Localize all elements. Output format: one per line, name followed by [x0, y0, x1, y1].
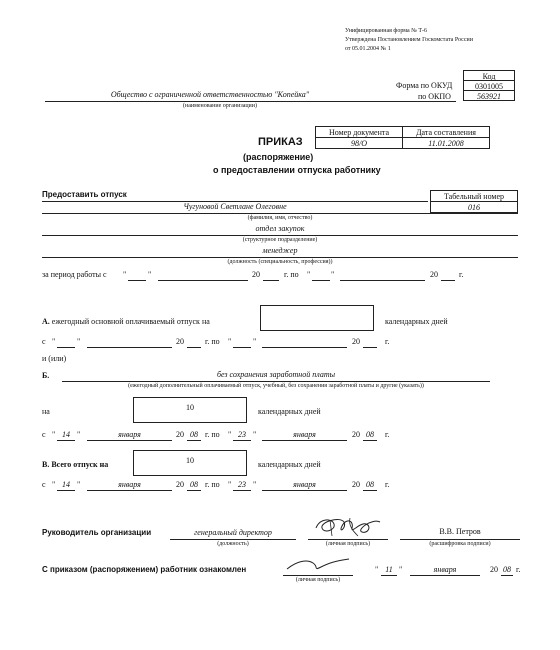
- section-v-y20a: 20: [176, 480, 184, 489]
- ack-quote-1: ": [375, 565, 379, 574]
- section-b-caption: (ежегодный дополнительный оплачиваемый отпуск, учебный, без сохранения заработной платы и другие (указать)): [128, 383, 424, 389]
- position-value: менеджер: [262, 246, 298, 255]
- page-subject: о предоставлении отпуска работнику: [213, 165, 381, 175]
- section-b-quote-2: ": [77, 430, 81, 439]
- department-caption: (структурное подразделение): [242, 237, 318, 243]
- section-b-on: на: [42, 407, 50, 416]
- work-period-y2: 20: [430, 270, 438, 279]
- work-period-y1: 20: [252, 270, 260, 279]
- organization-caption: (наименование организации): [183, 103, 257, 109]
- section-v-from: с: [42, 480, 46, 489]
- position-line: [42, 257, 518, 258]
- ack-month: января: [433, 565, 457, 574]
- work-period-month2-line: [340, 280, 425, 281]
- work-period-day2-line: [312, 280, 330, 281]
- section-a-year1-line: [187, 347, 201, 348]
- section-b-from: с: [42, 430, 46, 439]
- head-position-line: [170, 539, 296, 540]
- ack-y20: 20: [490, 565, 498, 574]
- doc-number-header: Номер документа: [315, 126, 403, 138]
- ack-day-line: [381, 575, 397, 576]
- head-name-value: В.В. Петров: [439, 527, 481, 536]
- section-v-month2: января: [293, 480, 316, 489]
- work-period-g: г.: [459, 270, 464, 279]
- unified-form-label: Унифицированная форма № Т-6: [345, 28, 428, 34]
- ack-signature-image: [283, 555, 353, 575]
- position-caption: (должность (специальность, профессия)): [227, 259, 333, 265]
- section-b-month1-line: [87, 440, 172, 441]
- ack-signature-caption: (личная подпись): [295, 577, 341, 583]
- section-v-day1-line: [57, 490, 75, 491]
- section-v-quote-1: ": [52, 480, 56, 489]
- grant-label: Предоставить отпуск: [42, 190, 127, 199]
- section-v-year1-line: [187, 490, 201, 491]
- section-b-day2-line: [233, 440, 251, 441]
- section-a-quote-3: ": [228, 337, 232, 346]
- ack-label: С приказом (распоряжением) работник ознакомлен: [42, 565, 247, 574]
- work-period-day1-line: [128, 280, 146, 281]
- doc-date-header: Дата составления: [402, 126, 490, 138]
- section-a-days-label: календарных дней: [385, 317, 448, 326]
- section-b-line: [62, 381, 490, 382]
- section-v-month2-line: [262, 490, 347, 491]
- section-a-y1: 20: [176, 337, 184, 346]
- section-b-day1: 14: [62, 430, 70, 439]
- section-b-year2-line: [363, 440, 377, 441]
- doc-date-value: 11.01.2008: [402, 137, 490, 149]
- ack-year-line: [501, 575, 513, 576]
- section-a-month1-line: [87, 347, 172, 348]
- section-a-quote-2: ": [77, 337, 81, 346]
- section-v-day1: 14: [62, 480, 70, 489]
- section-b-y20b: 20: [352, 430, 360, 439]
- work-period-month1-line: [158, 280, 248, 281]
- organization-name: Общество с ограниченной ответственностью "Копейка": [110, 90, 310, 99]
- section-b-month2-line: [262, 440, 347, 441]
- okpo-label: по ОКПО: [418, 92, 451, 101]
- head-name-caption: (расшифровка подписи): [429, 541, 491, 547]
- page-subtitle: (распоряжение): [243, 152, 314, 162]
- section-b-day1-line: [57, 440, 75, 441]
- section-b-quote-1: ": [52, 430, 56, 439]
- okud-value: 0301005: [463, 80, 515, 91]
- head-position-value: генеральный директор: [194, 528, 272, 537]
- section-b-mid: г. по: [205, 430, 220, 439]
- work-period-quote-3: ": [307, 270, 311, 279]
- work-period-year2-line: [441, 280, 455, 281]
- section-v-quote-2: ": [77, 480, 81, 489]
- section-a-quote-1: ": [52, 337, 56, 346]
- head-label: Руководитель организации: [42, 528, 152, 537]
- section-b-year1-line: [187, 440, 201, 441]
- okud-label: Форма по ОКУД: [396, 81, 453, 90]
- ack-signature-line: [283, 575, 353, 576]
- head-position-caption: (должность): [217, 541, 249, 547]
- section-b-label: Б.: [42, 371, 50, 380]
- department-value: отдел закупок: [255, 224, 305, 233]
- head-name-line: [400, 539, 520, 540]
- section-a-day1-line: [57, 347, 75, 348]
- ack-month-line: [410, 575, 480, 576]
- section-b-quote-3: ": [228, 430, 232, 439]
- code-header: Код: [463, 70, 515, 81]
- ack-g: г.: [516, 565, 521, 574]
- organization-line: [45, 101, 456, 102]
- employee-name-line: [42, 213, 518, 214]
- employee-name: Чугуновой Светлане Олеговне: [183, 202, 287, 211]
- section-v-days-label: календарных дней: [258, 460, 321, 469]
- section-b-month1: января: [118, 430, 141, 439]
- page-title: ПРИКАЗ: [258, 136, 303, 148]
- ack-day: 11: [385, 565, 393, 574]
- section-b-month2: января: [293, 430, 316, 439]
- section-a-y2: 20: [352, 337, 360, 346]
- section-v-quote-3: ": [228, 480, 232, 489]
- ack-quote-2: ": [399, 565, 403, 574]
- section-b-quote-4: ": [253, 430, 257, 439]
- section-a-month2-line: [262, 347, 347, 348]
- head-signature-image: [310, 512, 385, 542]
- section-v-quote-4: ": [253, 480, 257, 489]
- work-period-label: за период работы с: [42, 270, 107, 279]
- approval-note: Утверждена Постановлением Госкомстата России: [345, 37, 473, 43]
- section-v-year2-line: [363, 490, 377, 491]
- section-b-value: без сохранения заработной платы: [216, 370, 336, 379]
- section-v-month1-line: [87, 490, 172, 491]
- section-a-label: А.: [42, 317, 50, 326]
- employee-name-caption: (фамилия, имя, отчество): [247, 215, 313, 221]
- section-a-mid: г. по: [205, 337, 220, 346]
- work-period-year1-line: [263, 280, 279, 281]
- section-a-line: [42, 317, 210, 326]
- work-period-quote-1: ": [123, 270, 127, 279]
- section-a-or: и (или): [42, 354, 67, 363]
- approval-date: от 05.01.2004 № 1: [345, 46, 391, 52]
- work-period-quote-2: ": [148, 270, 152, 279]
- section-v-mid: г. по: [205, 480, 220, 489]
- section-b-days-value: 10: [186, 403, 194, 412]
- section-a-days-field[interactable]: [260, 305, 374, 331]
- section-v-day2-line: [233, 490, 251, 491]
- work-period-quote-4: ": [331, 270, 335, 279]
- section-v-year1: 08: [190, 480, 198, 489]
- section-b-year2: 08: [366, 430, 374, 439]
- okpo-value: 563921: [463, 90, 515, 101]
- section-v-g: г.: [385, 480, 390, 489]
- head-signature-line: [308, 539, 388, 540]
- head-signature-caption: (личная подпись): [325, 541, 371, 547]
- work-period-mid: г. по: [284, 270, 299, 279]
- section-a-g: г.: [385, 337, 390, 346]
- section-v-month1: января: [118, 480, 141, 489]
- section-b-days-label: календарных дней: [258, 407, 321, 416]
- doc-number-value: 98/О: [315, 137, 403, 149]
- department-line: [42, 235, 518, 236]
- tab-number-header: Табельный номер: [430, 190, 518, 202]
- section-a-quote-4: ": [253, 337, 257, 346]
- section-a-day2-line: [233, 347, 251, 348]
- section-a-year2-line: [363, 347, 377, 348]
- section-a-from: с: [42, 337, 46, 346]
- ack-year: 08: [503, 565, 511, 574]
- tab-number-value: 016: [430, 201, 518, 213]
- section-v-day2: 23: [238, 480, 246, 489]
- section-b-year1: 08: [190, 430, 198, 439]
- section-v-year2: 08: [366, 480, 374, 489]
- section-v-days-value: 10: [186, 456, 194, 465]
- section-a-text: ежегодный основной оплачиваемый отпуск на: [51, 317, 210, 326]
- section-v-y20b: 20: [352, 480, 360, 489]
- section-b-g: г.: [385, 430, 390, 439]
- section-v-label: В. Всего отпуск на: [42, 460, 109, 469]
- section-b-y20a: 20: [176, 430, 184, 439]
- section-b-day2: 23: [238, 430, 246, 439]
